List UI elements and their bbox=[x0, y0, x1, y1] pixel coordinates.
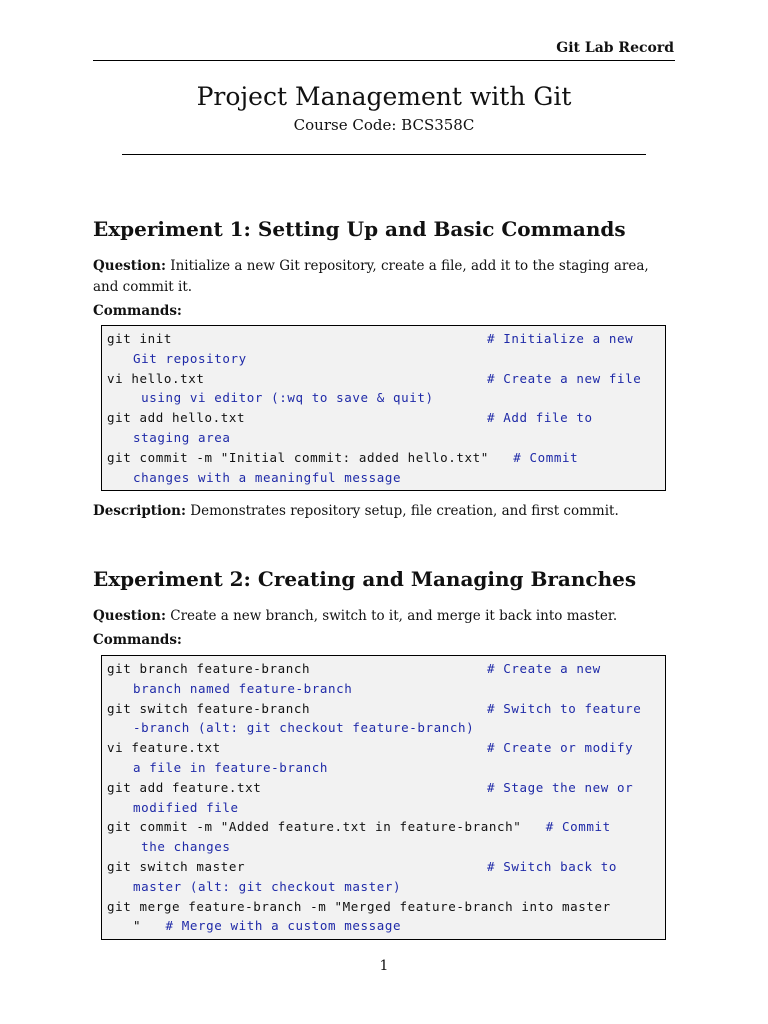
running-header: Git Lab Record bbox=[556, 40, 674, 56]
code-line bbox=[107, 857, 660, 877]
code-comment: # Commit bbox=[488, 449, 579, 465]
code-comment-continuation: staging area bbox=[133, 429, 231, 445]
code-line bbox=[107, 408, 660, 428]
code-comment: # Create or modify bbox=[487, 740, 634, 756]
code-command: git add hello.txt bbox=[107, 410, 246, 426]
description-text: Demonstrates repository setup, file creation, and first commit. bbox=[190, 503, 619, 519]
header-rule bbox=[93, 60, 675, 61]
code-comment: # Create a new file bbox=[487, 370, 642, 386]
code-command: git commit -m "Added feature.txt in feature-branch" bbox=[107, 819, 522, 835]
code-continuation bbox=[107, 679, 660, 699]
experiment-2-commands-label: Commands: bbox=[93, 632, 182, 648]
code-comment-continuation: master (alt: git checkout master) bbox=[133, 878, 402, 894]
code-continuation bbox=[107, 758, 660, 778]
title-rule bbox=[122, 154, 646, 155]
experiment-1-heading: Experiment 1: Setting Up and Basic Commands bbox=[93, 217, 626, 241]
page-number: 1 bbox=[379, 958, 389, 974]
code-line bbox=[107, 329, 660, 349]
code-line bbox=[107, 659, 660, 679]
code-command: git switch feature-branch bbox=[107, 700, 311, 716]
code-continuation bbox=[107, 349, 660, 369]
document-title: Project Management with Git bbox=[196, 82, 572, 111]
course-code: Course Code: BCS358C bbox=[293, 116, 475, 134]
code-continuation bbox=[107, 877, 660, 897]
code-continuation bbox=[107, 916, 660, 936]
code-comment: # Add file to bbox=[487, 410, 593, 426]
code-command: git add feature.txt bbox=[107, 779, 262, 795]
code-continuation bbox=[107, 388, 660, 408]
code-line bbox=[107, 448, 660, 468]
code-line bbox=[107, 699, 660, 719]
code-command: vi feature.txt bbox=[107, 740, 221, 756]
experiment-1-description bbox=[93, 501, 677, 522]
code-line bbox=[107, 778, 660, 798]
code-command: vi hello.txt bbox=[107, 370, 205, 386]
code-continuation bbox=[107, 718, 660, 738]
code-comment: # Initialize a new bbox=[487, 331, 634, 346]
experiment-1-code-block bbox=[101, 325, 666, 491]
code-comment-continuation: a file in feature-branch bbox=[133, 759, 329, 775]
code-comment-continuation: using vi editor (:wq to save & quit) bbox=[133, 390, 434, 406]
experiment-2-question bbox=[93, 606, 677, 627]
code-comment: # Stage the new or bbox=[487, 779, 634, 795]
code-comment-continuation: the changes bbox=[133, 839, 231, 855]
code-command: git init bbox=[107, 331, 173, 346]
code-comment-continuation: modified file bbox=[133, 799, 239, 815]
experiment-1-commands-label: Commands: bbox=[93, 303, 182, 319]
description-label: Description: bbox=[93, 503, 186, 519]
code-line bbox=[107, 817, 660, 837]
question-label: Question: bbox=[93, 258, 166, 274]
question-label: Question: bbox=[93, 608, 166, 624]
code-comment-continuation: # Merge with a custom message bbox=[141, 918, 402, 934]
code-command: git commit -m "Initial commit: added hello.txt" bbox=[107, 449, 489, 465]
code-line bbox=[107, 738, 660, 758]
experiment-2-code-block bbox=[101, 655, 666, 940]
question-text: Initialize a new Git repository, create a file, add it to the staging area, and commit it. bbox=[93, 258, 649, 295]
code-line bbox=[107, 897, 660, 917]
code-command-continuation: " bbox=[133, 918, 142, 934]
code-comment: # Switch back to bbox=[487, 858, 618, 874]
code-comment-continuation: branch named feature-branch bbox=[133, 680, 353, 696]
code-line bbox=[107, 369, 660, 389]
code-continuation bbox=[107, 428, 660, 448]
code-command: git switch master bbox=[107, 858, 246, 874]
code-continuation bbox=[107, 798, 660, 818]
question-text: Create a new branch, switch to it, and merge it back into master. bbox=[170, 608, 618, 624]
code-command: git merge feature-branch -m "Merged feature-branch into master bbox=[107, 898, 611, 914]
experiment-1-question bbox=[93, 256, 677, 298]
code-comment-continuation: -branch (alt: git checkout feature-branch) bbox=[133, 720, 475, 736]
code-comment: # Commit bbox=[521, 819, 611, 835]
experiment-2-heading: Experiment 2: Creating and Managing Branches bbox=[93, 567, 637, 591]
code-comment-continuation: changes with a meaningful message bbox=[133, 469, 402, 485]
code-comment: # Switch to feature bbox=[487, 700, 642, 716]
code-command: git branch feature-branch bbox=[107, 661, 311, 676]
code-continuation bbox=[107, 837, 660, 857]
code-comment-continuation: Git repository bbox=[133, 350, 247, 366]
code-comment: # Create a new bbox=[487, 661, 601, 676]
code-continuation bbox=[107, 468, 660, 488]
